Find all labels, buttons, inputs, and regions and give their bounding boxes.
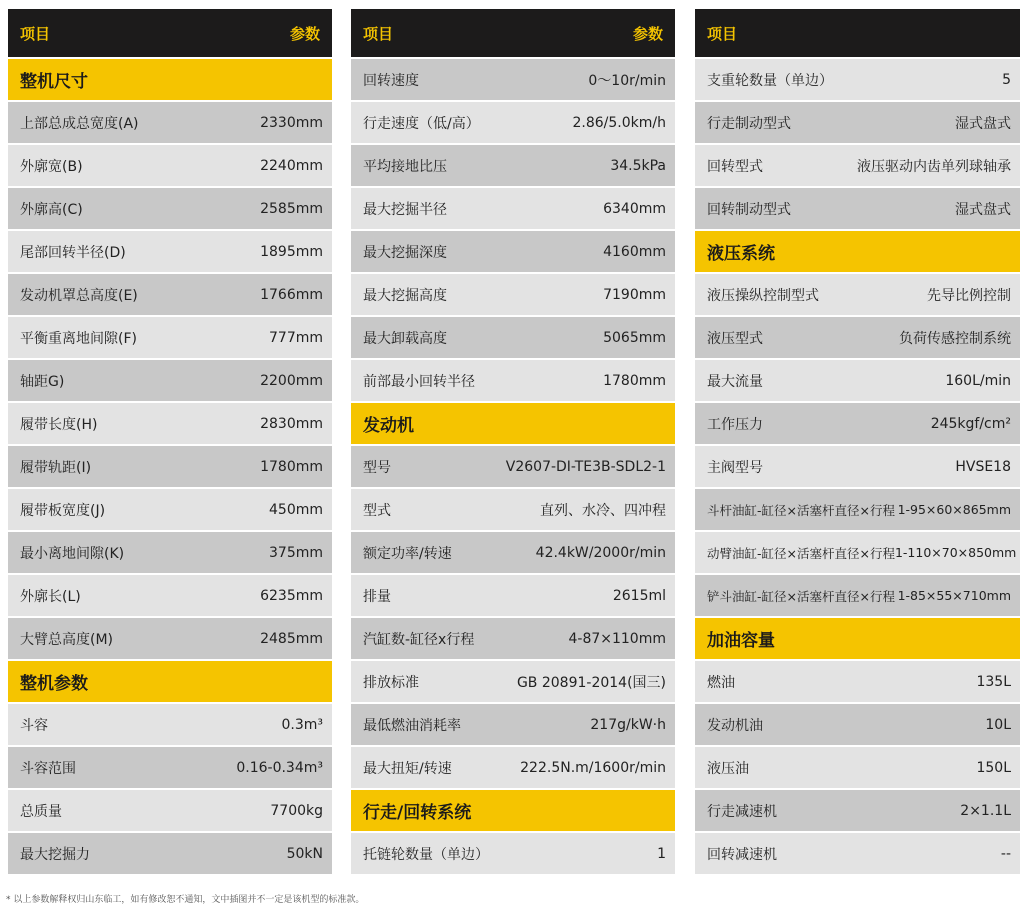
section-header: [8, 59, 332, 100]
row-label: 行走减速机: [707, 803, 777, 820]
row-value: 先导比例控制: [927, 287, 1011, 304]
row-value: 7190mm: [603, 286, 666, 303]
table-row: [695, 532, 1020, 573]
row-value: 负荷传感控制系统: [899, 330, 1011, 347]
table-row: [8, 747, 332, 788]
row-label: 外廓长(L): [20, 588, 81, 605]
row-label: 最大挖掘深度: [363, 244, 447, 261]
row-label: 履带长度(H): [20, 416, 98, 433]
table-row: [695, 274, 1020, 315]
row-value: 液压驱动内齿单列球轴承: [857, 158, 1011, 175]
table-row: [8, 403, 332, 444]
row-label: 行走制动型式: [707, 115, 791, 132]
row-label: 主阀型号: [707, 459, 763, 476]
section-title: 整机尺寸: [20, 72, 88, 92]
row-value: 4160mm: [603, 243, 666, 260]
table-row: [8, 790, 332, 831]
row-label: 最大扭矩/转速: [363, 760, 452, 777]
row-label: 回转速度: [363, 72, 419, 89]
row-label: 前部最小回转半径: [363, 373, 475, 390]
row-value: 50kN: [286, 845, 323, 862]
row-value: 2×1.1L: [960, 802, 1011, 819]
section-title: 液压系统: [707, 244, 775, 264]
row-value: 1-110×70×850mm: [894, 545, 1017, 560]
row-value: 0.3m³: [281, 716, 323, 733]
table-row: [695, 102, 1020, 143]
table-row: [351, 575, 675, 616]
row-value: HVSE18: [955, 458, 1011, 475]
row-value: 6340mm: [603, 200, 666, 217]
row-label: 平均接地比压: [363, 158, 447, 175]
row-value: 7700kg: [270, 802, 323, 819]
row-value: --: [1000, 845, 1011, 862]
table-row: [8, 575, 332, 616]
row-label: 发动机罩总高度(E): [20, 287, 138, 304]
row-label: 斗容范围: [20, 760, 76, 777]
row-value: 1: [657, 845, 666, 862]
row-value: 1780mm: [603, 372, 666, 389]
row-label: 发动机油: [707, 717, 763, 734]
row-value: 1895mm: [260, 243, 323, 260]
row-label: 最大挖掘高度: [363, 287, 447, 304]
row-value: 450mm: [269, 501, 323, 518]
row-value: 10L: [985, 716, 1011, 733]
table-row: [351, 145, 675, 186]
section-header: [695, 618, 1020, 659]
row-value: 2485mm: [260, 630, 323, 647]
row-value: 42.4kW/2000r/min: [535, 544, 666, 561]
row-label: 外廓宽(B): [20, 158, 83, 175]
row-label: 尾部回转半径(D): [20, 244, 126, 261]
table-row: [695, 317, 1020, 358]
row-label: 铲斗油缸-缸径×活塞杆直径×行程: [707, 588, 895, 604]
header-item-label: 项目: [20, 24, 51, 43]
row-value: 135L: [976, 673, 1011, 690]
row-label: 排放标准: [363, 674, 419, 691]
row-label: 回转减速机: [707, 846, 777, 863]
row-label: 外廓高(C): [20, 201, 83, 218]
row-value: 1-95×60×865mm: [897, 502, 1011, 517]
section-header: [695, 231, 1020, 272]
row-value: GB 20891-2014(国三): [516, 674, 666, 691]
row-value: 375mm: [269, 544, 323, 561]
spec-column-2: [351, 9, 675, 876]
row-label: 行走速度（低/高）: [363, 115, 480, 132]
row-label: 回转制动型式: [707, 201, 791, 218]
table-row: [351, 317, 675, 358]
row-value: 217g/kW·h: [590, 716, 666, 733]
spec-column-1: [8, 9, 332, 876]
section-title: 发动机: [363, 416, 414, 436]
table-row: [351, 661, 675, 702]
row-value: 4-87×110mm: [568, 630, 666, 647]
row-value: 2.86/5.0km/h: [572, 114, 666, 131]
table-row: [351, 618, 675, 659]
header-param-label: 参数: [289, 24, 320, 43]
section-header: [8, 661, 332, 702]
table-row: [695, 403, 1020, 444]
row-label: 动臂油缸-缸径×活塞杆直径×行程: [707, 545, 895, 561]
row-value: 160L/min: [945, 372, 1011, 389]
table-row: [351, 59, 675, 100]
row-value: 0.16-0.34m³: [236, 759, 323, 776]
row-label: 大臂总高度(M): [20, 631, 114, 648]
row-label: 支重轮数量（单边）: [707, 72, 833, 89]
table-header: [351, 9, 675, 57]
row-value: 2200mm: [260, 372, 323, 389]
table-row: [695, 145, 1020, 186]
header-item-label: 项目: [363, 24, 394, 43]
row-value: 2330mm: [260, 114, 323, 131]
table-row: [351, 489, 675, 530]
row-value: 222.5N.m/1600r/min: [520, 759, 666, 776]
table-row: [695, 489, 1020, 530]
table-row: [351, 833, 675, 874]
table-row: [695, 59, 1020, 100]
section-header: [351, 403, 675, 444]
table-row: [695, 360, 1020, 401]
row-label: 平衡重离地间隙(F): [20, 330, 137, 347]
table-row: [351, 446, 675, 487]
table-row: [351, 360, 675, 401]
table-row: [8, 188, 332, 229]
row-label: 履带轨距(I): [20, 459, 92, 476]
row-value: 直列、水冷、四冲程: [540, 502, 666, 519]
row-label: 总质量: [20, 803, 62, 820]
row-label: 液压型式: [707, 330, 763, 347]
row-value: 1766mm: [260, 286, 323, 303]
row-label: 额定功率/转速: [363, 545, 452, 562]
row-label: 型式: [363, 502, 391, 519]
table-row: [351, 188, 675, 229]
table-header: [695, 9, 1020, 57]
table-row: [8, 145, 332, 186]
row-value: 0～10r/min: [588, 72, 666, 89]
row-value: 5: [1002, 71, 1011, 88]
row-value: 245kgf/cm²: [930, 415, 1011, 432]
row-label: 轴距G): [20, 373, 65, 390]
section-title: 整机参数: [20, 674, 88, 694]
row-label: 最大流量: [707, 373, 763, 390]
table-row: [695, 790, 1020, 831]
table-row: [351, 704, 675, 745]
header-param-label: 参数: [632, 24, 663, 43]
row-value: 2240mm: [260, 157, 323, 174]
row-value: 5065mm: [603, 329, 666, 346]
spec-column-3: [695, 9, 1020, 876]
row-label: 液压操纵控制型式: [707, 287, 819, 304]
row-label: 履带板宽度(J): [20, 502, 106, 519]
row-value: 150L: [976, 759, 1011, 776]
row-value: 777mm: [269, 329, 323, 346]
row-label: 斗容: [20, 717, 48, 734]
table-row: [351, 532, 675, 573]
row-label: 斗杆油缸-缸径×活塞杆直径×行程: [707, 502, 895, 518]
table-row: [695, 446, 1020, 487]
row-value: 1-85×55×710mm: [897, 588, 1011, 603]
table-row: [695, 704, 1020, 745]
table-row: [8, 446, 332, 487]
row-label: 汽缸数-缸径x行程: [363, 631, 475, 648]
row-label: 最大卸载高度: [363, 330, 447, 347]
table-row: [351, 102, 675, 143]
row-label: 型号: [363, 459, 391, 476]
row-value: V2607-DI-TE3B-SDL2-1: [505, 458, 666, 475]
table-row: [8, 704, 332, 745]
table-row: [8, 274, 332, 315]
row-label: 工作压力: [707, 416, 763, 433]
row-value: 34.5kPa: [610, 157, 666, 174]
table-header: [8, 9, 332, 57]
table-row: [351, 747, 675, 788]
table-row: [695, 575, 1020, 616]
row-label: 最低燃油消耗率: [363, 717, 461, 734]
table-row: [8, 231, 332, 272]
row-value: 2615ml: [612, 587, 666, 604]
row-value: 湿式盘式: [955, 115, 1011, 132]
row-label: 托链轮数量（单边）: [363, 846, 489, 863]
table-row: [695, 661, 1020, 702]
row-label: 上部总成总宽度(A): [20, 115, 139, 132]
table-row: [8, 833, 332, 874]
row-label: 最大挖掘半径: [363, 201, 447, 218]
table-row: [8, 532, 332, 573]
row-value: 6235mm: [260, 587, 323, 604]
table-row: [8, 360, 332, 401]
section-header: [351, 790, 675, 831]
table-row: [695, 833, 1020, 874]
row-value: 2585mm: [260, 200, 323, 217]
table-row: [351, 274, 675, 315]
table-row: [8, 317, 332, 358]
row-label: 回转型式: [707, 158, 763, 175]
section-title: 加油容量: [707, 631, 775, 651]
row-value: 2830mm: [260, 415, 323, 432]
row-value: 湿式盘式: [955, 201, 1011, 218]
row-label: 燃油: [707, 674, 735, 691]
header-item-label: 项目: [707, 24, 738, 43]
table-row: [351, 231, 675, 272]
table-row: [8, 102, 332, 143]
table-row: [695, 188, 1020, 229]
row-label: 排量: [363, 588, 391, 605]
footnote: * 以上参数解释权归山东临工，如有修改恕不通知，文中插图并不一定是该机型的标准款。: [6, 895, 365, 905]
table-row: [8, 618, 332, 659]
table-row: [695, 747, 1020, 788]
table-row: [8, 489, 332, 530]
section-title: 行走/回转系统: [363, 803, 472, 823]
row-value: 1780mm: [260, 458, 323, 475]
row-label: 液压油: [707, 760, 749, 777]
row-label: 最小离地间隙(K): [20, 545, 125, 562]
row-label: 最大挖掘力: [20, 846, 90, 863]
